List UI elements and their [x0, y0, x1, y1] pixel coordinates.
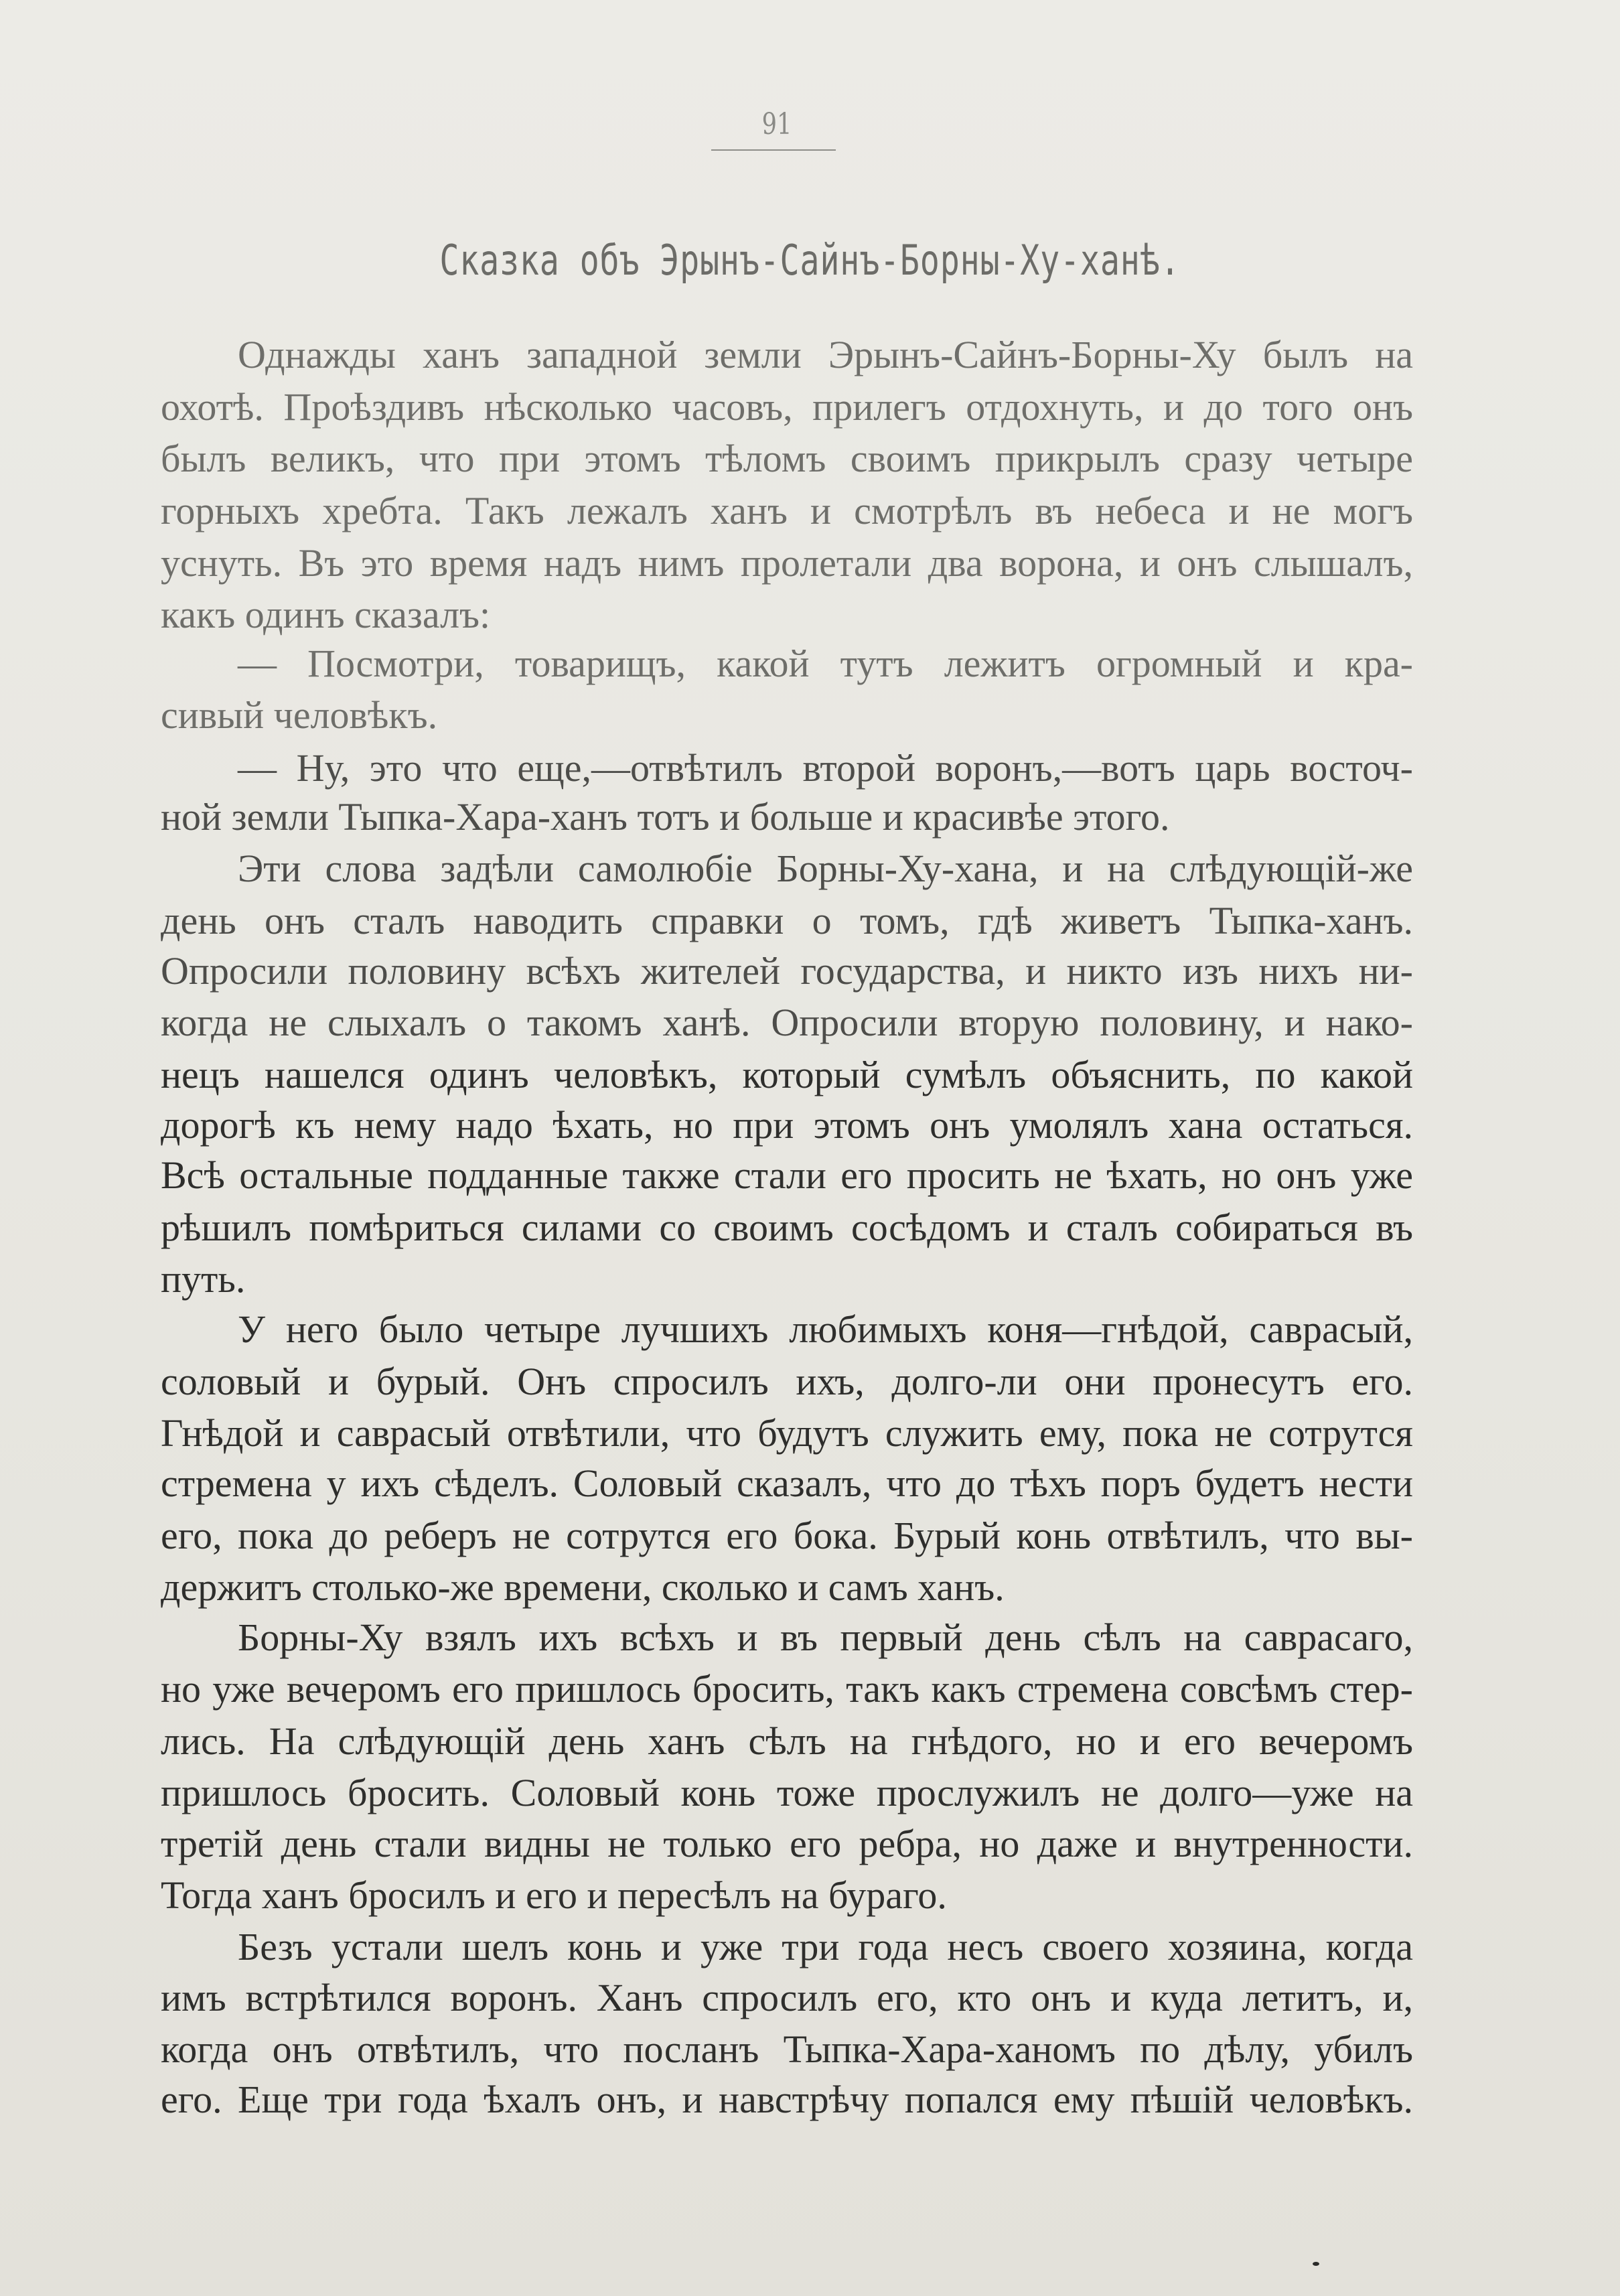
- story-title: Сказка объ Эрынъ-Сайнъ-Борны-Ху-ханѣ.: [439, 236, 1181, 285]
- text-line: его. Еще три года ѣхалъ онъ, и навстрѣчу попался ему пѣшій человѣкъ.: [161, 2078, 1413, 2121]
- ink-speck: [1313, 2262, 1319, 2266]
- text-line: Гнѣдой и саврасый отвѣтили, что будутъ служить ему, пока не сотрутся: [161, 1411, 1413, 1455]
- text-line: былъ великъ, что при этомъ тѣломъ своимъ прикрылъ сразу четыре: [161, 437, 1413, 480]
- text-line: Тогда ханъ бросилъ и его и пересѣлъ на бураго.: [161, 1873, 947, 1917]
- text-line: стремена у ихъ сѣделъ. Соловый сказалъ, что до тѣхъ поръ будетъ нести: [161, 1461, 1413, 1505]
- text-line: Безъ устали шелъ конь и уже три года несъ своего хозяина, когда: [238, 1925, 1413, 1968]
- text-line: сивый человѣкъ.: [161, 693, 438, 737]
- text-line: день онъ сталъ наводить справки о томъ, гдѣ живетъ Тыпка-ханъ.: [161, 899, 1413, 942]
- text-line: путь.: [161, 1257, 246, 1301]
- text-line: пришлось бросить. Соловый конь тоже прослужилъ не долго—уже на: [161, 1771, 1413, 1814]
- text-line: соловый и бурый. Онъ спросилъ ихъ, долго-ли они пронесутъ его.: [161, 1360, 1413, 1403]
- text-line: Эти слова задѣли самолюбіе Борны-Ху-хана, и на слѣдующій-же: [238, 847, 1413, 890]
- text-line: — Посмотри, товарищъ, какой тутъ лежитъ огромный и кра-: [238, 642, 1413, 685]
- text-line: Однажды ханъ западной земли Эрынъ-Сайнъ-Борны-Ху былъ на: [238, 333, 1413, 376]
- text-line: уснуть. Въ это время надъ нимъ пролетали два ворона, и онъ слышалъ,: [161, 541, 1413, 585]
- text-line: — Ну, это что еще,—отвѣтилъ второй воронъ,—вотъ царь восточ-: [238, 746, 1413, 790]
- text-line: его, пока до реберъ не сотрутся его бока. Бурый конь отвѣтилъ, что вы-: [161, 1514, 1413, 1557]
- text-line: Всѣ остальные подданные также стали его просить не ѣхать, но онъ уже: [161, 1153, 1413, 1197]
- text-line: лись. На слѣдующій день ханъ сѣлъ на гнѣдого, но и его вечеромъ: [161, 1719, 1413, 1763]
- text-line: Опросили половину всѣхъ жителей государства, и никто изъ нихъ ни-: [161, 949, 1413, 993]
- text-line: когда не слыхалъ о такомъ ханѣ. Опросили вторую половину, и нако-: [161, 1001, 1413, 1044]
- text-line: когда онъ отвѣтилъ, что посланъ Тыпка-Хара-ханомъ по дѣлу, убилъ: [161, 2027, 1413, 2071]
- text-line: рѣшилъ помѣриться силами со своимъ сосѣдомъ и сталъ собираться въ: [161, 1206, 1413, 1249]
- page-number-rule: [711, 149, 836, 151]
- text-line: горныхъ хребта. Такъ лежалъ ханъ и смотрѣлъ въ небеса и не могъ: [161, 489, 1413, 532]
- text-line: нецъ нашелся одинъ человѣкъ, который сумѣлъ объяснить, по какой: [161, 1053, 1413, 1096]
- text-line: держитъ столько-же времени, сколько и самъ ханъ.: [161, 1565, 1005, 1609]
- text-line: какъ одинъ сказалъ:: [161, 593, 491, 636]
- text-line: ной земли Тыпка-Хара-ханъ тотъ и больше и красивѣе этого.: [161, 795, 1170, 839]
- text-line: дорогѣ къ нему надо ѣхать, но при этомъ онъ умолялъ хана остаться.: [161, 1103, 1413, 1147]
- text-line: охотѣ. Проѣздивъ нѣсколько часовъ, прилегъ отдохнуть, и до того онъ: [161, 385, 1413, 429]
- text-line: но уже вечеромъ его пришлось бросить, такъ какъ стремена совсѣмъ стер-: [161, 1667, 1413, 1711]
- text-line: Борны-Ху взялъ ихъ всѣхъ и въ первый день сѣлъ на саврасаго,: [238, 1616, 1413, 1659]
- text-line: третій день стали видны не только его ребра, но даже и внутренности.: [161, 1822, 1413, 1865]
- page-number: 91: [761, 107, 792, 141]
- text-line: У него было четыре лучшихъ любимыхъ коня—гнѣдой, саврасый,: [238, 1307, 1413, 1351]
- text-line: имъ встрѣтился воронъ. Ханъ спросилъ его, кто онъ и куда летитъ, и,: [161, 1976, 1413, 2019]
